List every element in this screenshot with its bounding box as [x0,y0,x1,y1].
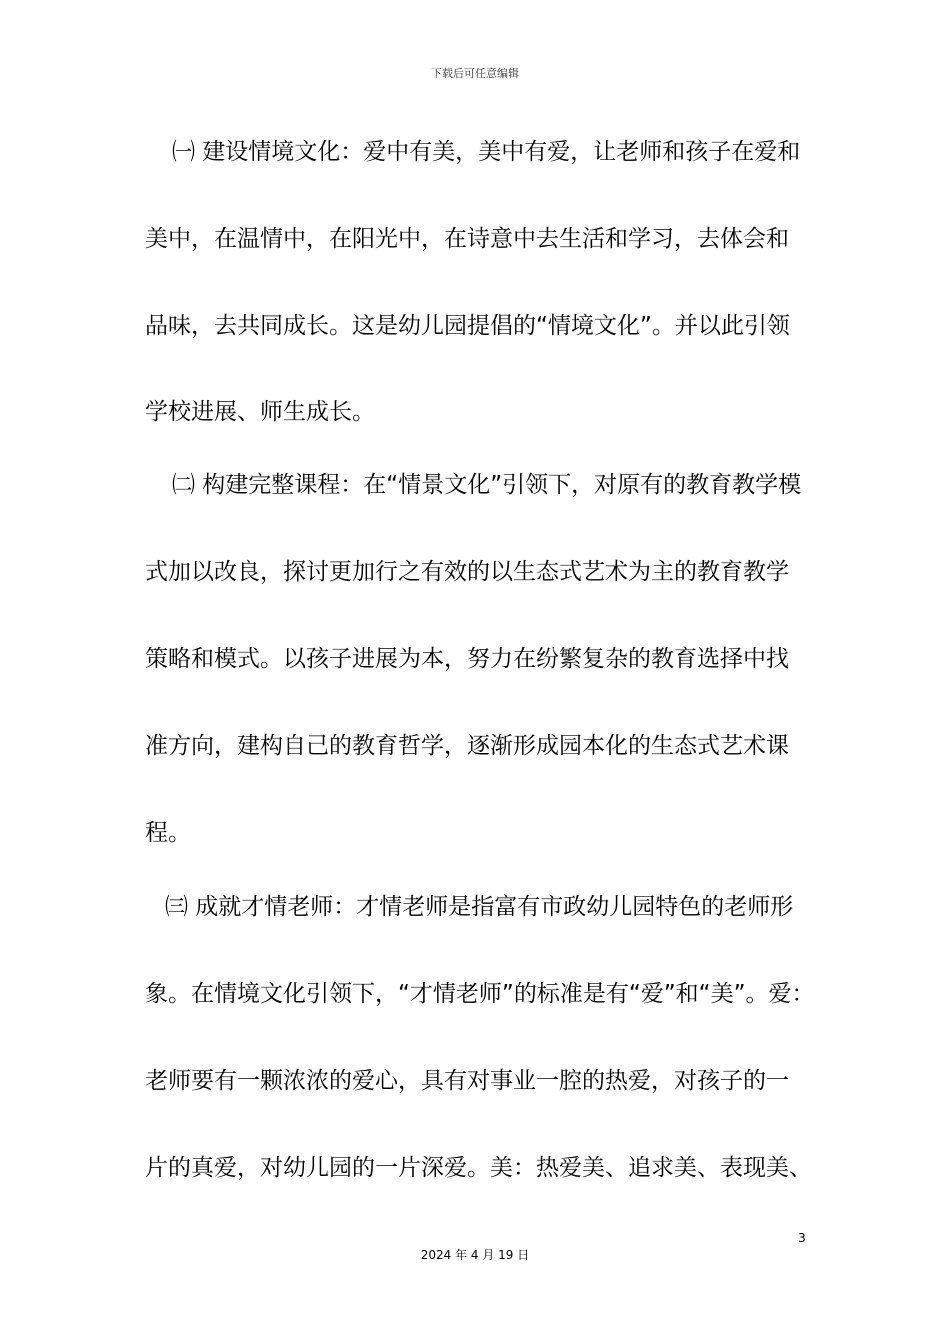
body-line: 准方向，建构自己的教育哲学，逐渐形成园本化的生态式艺术课 [145,733,789,759]
page-number: 3 [798,1231,806,1245]
body-line: 学校进展、师生成长。 [145,399,375,425]
body-line: 老师要有一颗浓浓的爱心，具有对事业一腔的热爱，对孩子的一 [145,1068,789,1094]
body-line: ㈠ 建设情境文化：爱中有美，美中有爱，让老师和孩子在爱和 [172,139,801,165]
body-line: 象。在情境文化引领下，“才情老师”的标准是有“爱”和“美”。爱： [145,981,815,1007]
body-line: ㈡ 构建完整课程：在“情景文化”引领下，对原有的教育教学模 [172,472,802,498]
body-line: 品味，去共同成长。这是幼儿园提倡的“情境文化”。并以此引领 [145,313,790,339]
body-line: 策略和模式。以孩子进展为本，努力在纷繁复杂的教育选择中找 [145,646,789,672]
body-line: 美中，在温情中，在阳光中，在诗意中去生活和学习，去体会和 [145,226,789,252]
page-footer-date: 2024 年 4 月 19 日 [420,1248,530,1262]
body-line: 程。 [145,820,191,846]
body-line: ㈢ 成就才情老师：才情老师是指富有市政幼儿园特色的老师形 [165,894,794,920]
body-line: 式加以改良，探讨更加行之有效的以生态式艺术为主的教育教学 [145,559,789,585]
body-line: 片的真爱，对幼儿园的一片深爱。美：热爱美、追求美、表现美、 [145,1155,812,1181]
page-header: 下载后可任意编辑 [431,67,519,80]
